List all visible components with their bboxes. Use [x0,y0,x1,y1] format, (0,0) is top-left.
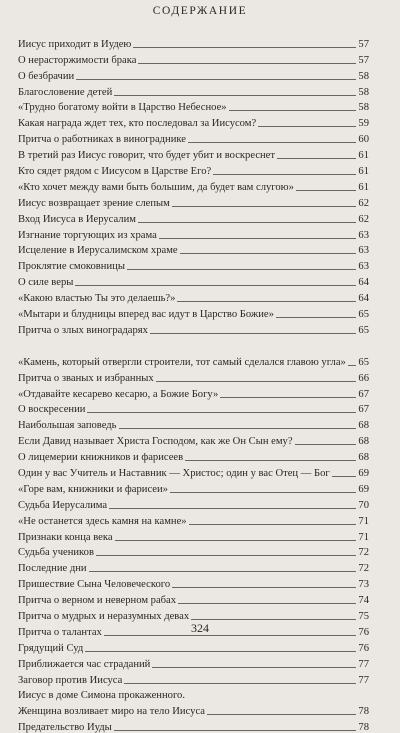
toc-entry [18,98,369,114]
toc-entry-title: Грядущий Суд [18,642,84,654]
toc-entry-page: 58 [358,86,369,98]
toc-entry [18,145,369,161]
toc-entry-title: Изгнание торгующих из храма [18,229,157,241]
toc-leader-line [76,79,356,80]
toc-entry [18,400,369,416]
toc-entry-page: 67 [358,404,369,416]
toc-entry-title: О силе веры [18,277,74,289]
toc-entry [18,225,369,241]
toc-entry [18,320,369,336]
toc-entry-title: Иисус приходит в Иудею [18,38,132,50]
toc-entry-title: Благословение детей [18,86,113,98]
toc-leader-line [96,555,356,556]
toc-entry-page: 60 [358,134,369,146]
toc-leader-line [180,253,357,254]
toc-entry-page: 69 [358,483,369,495]
toc-entry [18,272,369,288]
toc-entry-page: 72 [358,563,369,575]
toc-entry-page: 71 [358,515,369,527]
toc-entry-page: 61 [358,150,369,162]
toc-entry-page: 68 [358,420,369,432]
toc-entry [18,241,369,257]
toc-entry [18,686,369,702]
toc-leader-line [213,174,356,175]
toc-entry-title: Вход Иисуса в Иерусалим [18,213,136,225]
toc-entry-title: Если Давид называет Христа Господом, как же Он Сын ему? [18,436,293,448]
toc-entry-title: Пришествие Сына Человеческого [18,579,171,591]
toc-entry [18,66,369,82]
toc-entry [18,161,369,177]
toc-leader-line [332,476,357,477]
toc-entry-title: Притча о талантах [18,626,102,638]
toc-leader-line [295,444,357,445]
toc-entry-title: Женщина возливает миро на тело Иисуса [18,706,205,718]
toc-entry [18,368,369,384]
toc-entry-title: Притча о работниках в винограднике [18,134,186,146]
toc-leader-line [170,492,356,493]
toc-leader-line [150,333,356,334]
toc-leader-line [258,126,356,127]
toc-leader-line [124,683,356,684]
toc-entry [18,50,369,66]
toc-leader-line [229,110,357,111]
toc-entry-page: 69 [358,467,369,479]
toc-entry-title: Один у вас Учитель и Наставник — Христос; один у вас Отец — Бог [18,467,330,479]
toc-entry [18,256,369,272]
toc-entry-page: 74 [358,595,369,607]
toc-entry-title: Приближается час страданий [18,658,151,670]
toc-entry [18,431,369,447]
toc-leader-line [156,381,357,382]
toc-entry [18,193,369,209]
toc-entry-title: В третий раз Иисус говорит, что будет убит и воскреснет [18,150,276,162]
toc-leader-line [172,206,357,207]
toc-leader-line [296,190,357,191]
toc-leader-line [277,158,356,159]
toc-entry-page: 65 [358,324,369,336]
toc-leader-line [178,603,356,604]
toc-leader-line [189,524,357,525]
toc-entry-page: 68 [358,452,369,464]
toc-entry-page: 62 [358,197,369,209]
toc-entry-page: 58 [358,70,369,82]
toc-leader-line [191,619,356,620]
toc-entry [18,590,369,606]
toc-entry [18,527,369,543]
toc-entry-title: «Горе вам, книжники и фарисеи» [18,483,168,495]
toc-leader-line [138,63,356,64]
toc-entry [18,82,369,98]
toc-entry [18,304,369,320]
toc-entry [18,701,369,717]
toc-entry-page: 65 [358,356,369,368]
page-number: 324 [191,621,209,635]
toc-entry-page: 67 [358,388,369,400]
toc-leader-line [119,428,357,429]
toc-entry-page: 68 [358,436,369,448]
toc-entry-title: Притча о злых виноградарях [18,324,148,336]
toc-entry-title: Проклятие смоковницы [18,261,125,273]
toc-entry-page: 78 [358,706,369,718]
toc-entry-title: «Не останется здесь камня на камне» [18,515,187,527]
toc-entry-page: 66 [358,372,369,384]
toc-entry-page: 63 [358,229,369,241]
toc-leader-line [152,667,356,668]
toc-entry-title: «Трудно богатому войти в Царство Небесное» [18,102,227,114]
toc-entry [18,34,369,50]
toc-entry-page: 64 [358,293,369,305]
toc-entry-page: 76 [358,642,369,654]
toc-entry [18,129,369,145]
toc-entry-title: «Отдавайте кесарево кесарю, а Божие Богу» [18,388,219,400]
toc-entry-page: 59 [358,118,369,130]
toc-entry-page: 58 [358,102,369,114]
toc-entry [18,463,369,479]
toc-entry-page: 75 [358,610,369,622]
toc-entry [18,638,369,654]
toc-entry-title: О воскресении [18,404,86,416]
toc-entry-title: Притча о мудрых и неразумных девах [18,610,190,622]
toc-entry [18,288,369,304]
toc-entry-title: Предательство Иуды [18,722,112,733]
toc-entry-page: 64 [358,277,369,289]
toc-entry-title: О нерасторжимости брака [18,54,137,66]
toc-leader-line [172,587,356,588]
toc-entry-page: 70 [358,499,369,511]
toc-entry-title: Какая награда ждет тех, кто последовал за Иисусом? [18,118,257,130]
toc-entry-title: Судьба учеников [18,547,94,559]
toc-entry-page: 62 [358,213,369,225]
toc-entry-title: Последние дни [18,563,87,575]
toc-entry [18,670,369,686]
toc-entry-page: 77 [358,658,369,670]
toc-entry-title: О лицемерии книжников и фарисеев [18,452,184,464]
toc-entry [18,415,369,431]
toc-entry-page: 63 [358,261,369,273]
toc-entry-page: 73 [358,579,369,591]
toc-leader-line [159,238,357,239]
toc-entry-page: 77 [358,674,369,686]
page-title: СОДЕРЖАНИЕ [152,5,248,17]
toc-entry-title: Иисус в доме Симона прокаженного. [18,690,185,702]
toc-entry-page: 65 [358,309,369,321]
toc-entry [18,558,369,574]
toc-entry [18,717,369,733]
toc-entry-title: «Кто хочет между вами быть большим, да будет вам слугою» [18,181,294,193]
toc-leader-line [276,317,357,318]
toc-entry-title: Притча о верном и неверном рабах [18,595,177,607]
toc-leader-line [207,714,356,715]
toc-entry-page: 61 [358,166,369,178]
toc-entry-title: Заговор против Иисуса [18,674,123,686]
toc-entry-page: 57 [358,38,369,50]
toc-leader-line [127,269,356,270]
toc-entry-page: 78 [358,722,369,733]
toc-entry [18,511,369,527]
toc-leader-line [114,95,356,96]
toc-entry-title: О безбрачии [18,70,75,82]
toc-entry [18,113,369,129]
toc-entry-title: Признаки конца века [18,531,113,543]
toc-entry [18,336,369,368]
toc-leader-line [109,508,356,509]
toc-leader-line [115,540,357,541]
toc-leader-line [177,301,356,302]
toc-entry-title: «Камень, который отвергли строители, тот самый сделался главою угла» [18,356,346,368]
toc-entry-title: Кто сядет рядом с Иисусом в Царстве Его? [18,166,212,178]
toc-entry [18,447,369,463]
toc-entry-page: 57 [358,54,369,66]
toc-leader-line [75,285,356,286]
toc-entry [18,495,369,511]
toc-leader-line [114,730,357,731]
toc-entry [18,654,369,670]
toc-entry-page: 72 [358,547,369,559]
toc-entry-title: Притча о званых и избранных [18,372,154,384]
toc-entry [18,209,369,225]
toc-leader-line [188,142,356,143]
toc-entry [18,543,369,559]
toc-leader-line [348,365,357,366]
toc-entry [18,606,369,622]
toc-leader-line [89,571,357,572]
toc-leader-line [185,460,356,461]
toc-entry-page: 63 [358,245,369,257]
toc-entry-title: «Какою властью Ты это делаешь?» [18,293,176,305]
toc-leader-line [220,397,356,398]
toc-entry-title: «Мытари и блудницы вперед вас идут в Царство Божие» [18,309,274,321]
toc-entry [18,177,369,193]
toc-entry-title: Наибольшая заповедь [18,420,117,432]
toc-entry [18,479,369,495]
toc-entry-title: Исцеление в Иерусалимском храме [18,245,178,257]
toc-entry [18,384,369,400]
toc-leader-line [87,412,356,413]
toc-entry-title: Иисус возвращает зрение слепым [18,197,170,209]
toc-entry-title: Судьба Иерусалима [18,499,108,511]
toc-entry-page: 61 [358,181,369,193]
toc-entry [18,574,369,590]
toc-entry-page: 76 [358,626,369,638]
toc-entry-page: 71 [358,531,369,543]
toc-leader-line [133,47,356,48]
toc-leader-line [138,222,356,223]
